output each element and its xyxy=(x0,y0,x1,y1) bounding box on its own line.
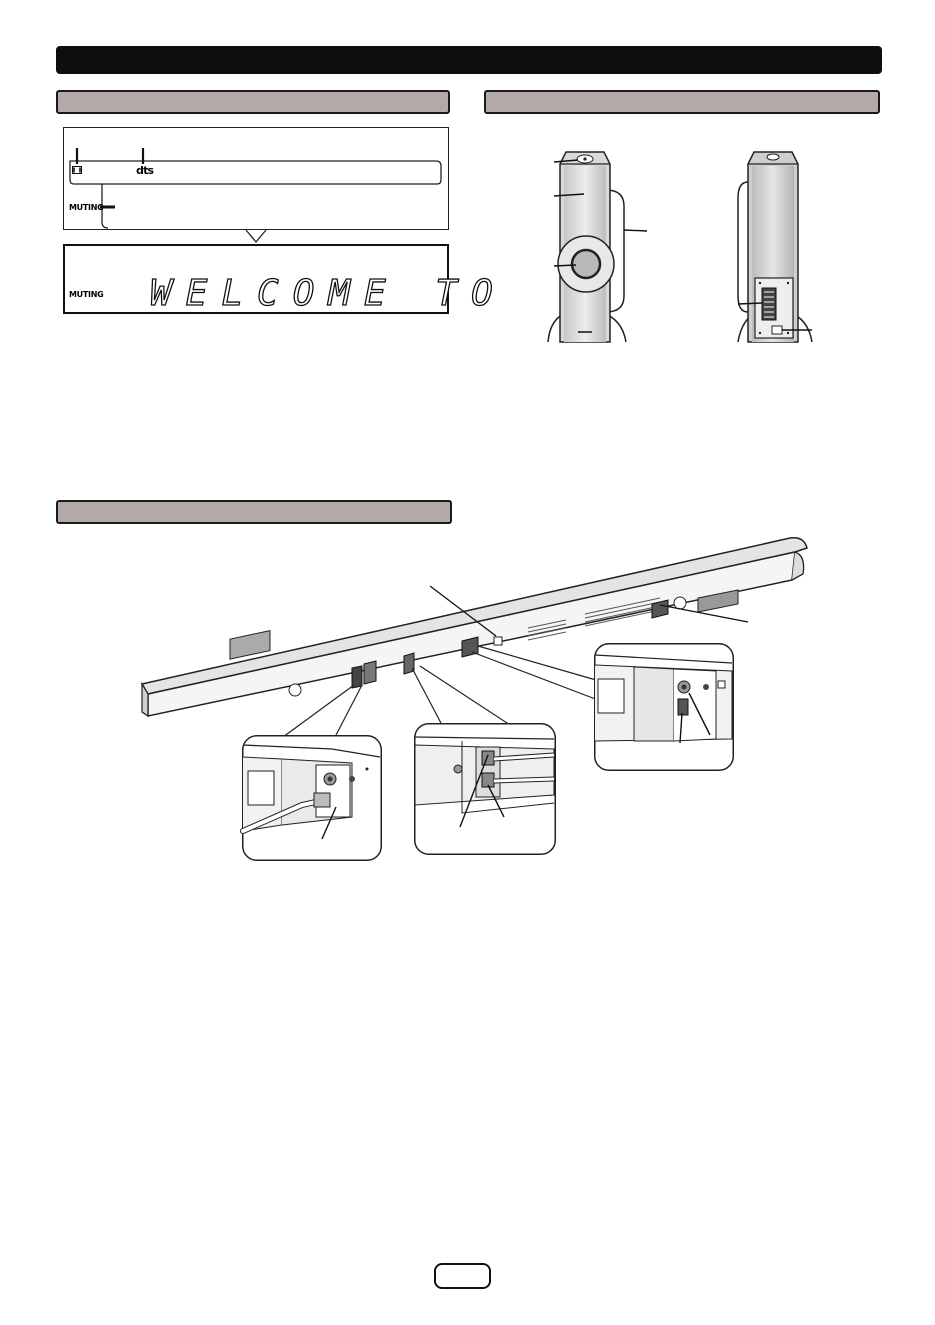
detail-inset-right xyxy=(594,643,734,771)
detail-inset-middle xyxy=(414,723,556,855)
muting-indicator: MUTING xyxy=(69,203,104,212)
detail-inset-left xyxy=(242,735,382,861)
dts-logo-icon: dts xyxy=(136,164,154,177)
muting-indicator: MUTING xyxy=(69,290,104,299)
display-welcome-text: WELCOME TO xyxy=(150,273,507,314)
page-number-box xyxy=(434,1263,491,1289)
